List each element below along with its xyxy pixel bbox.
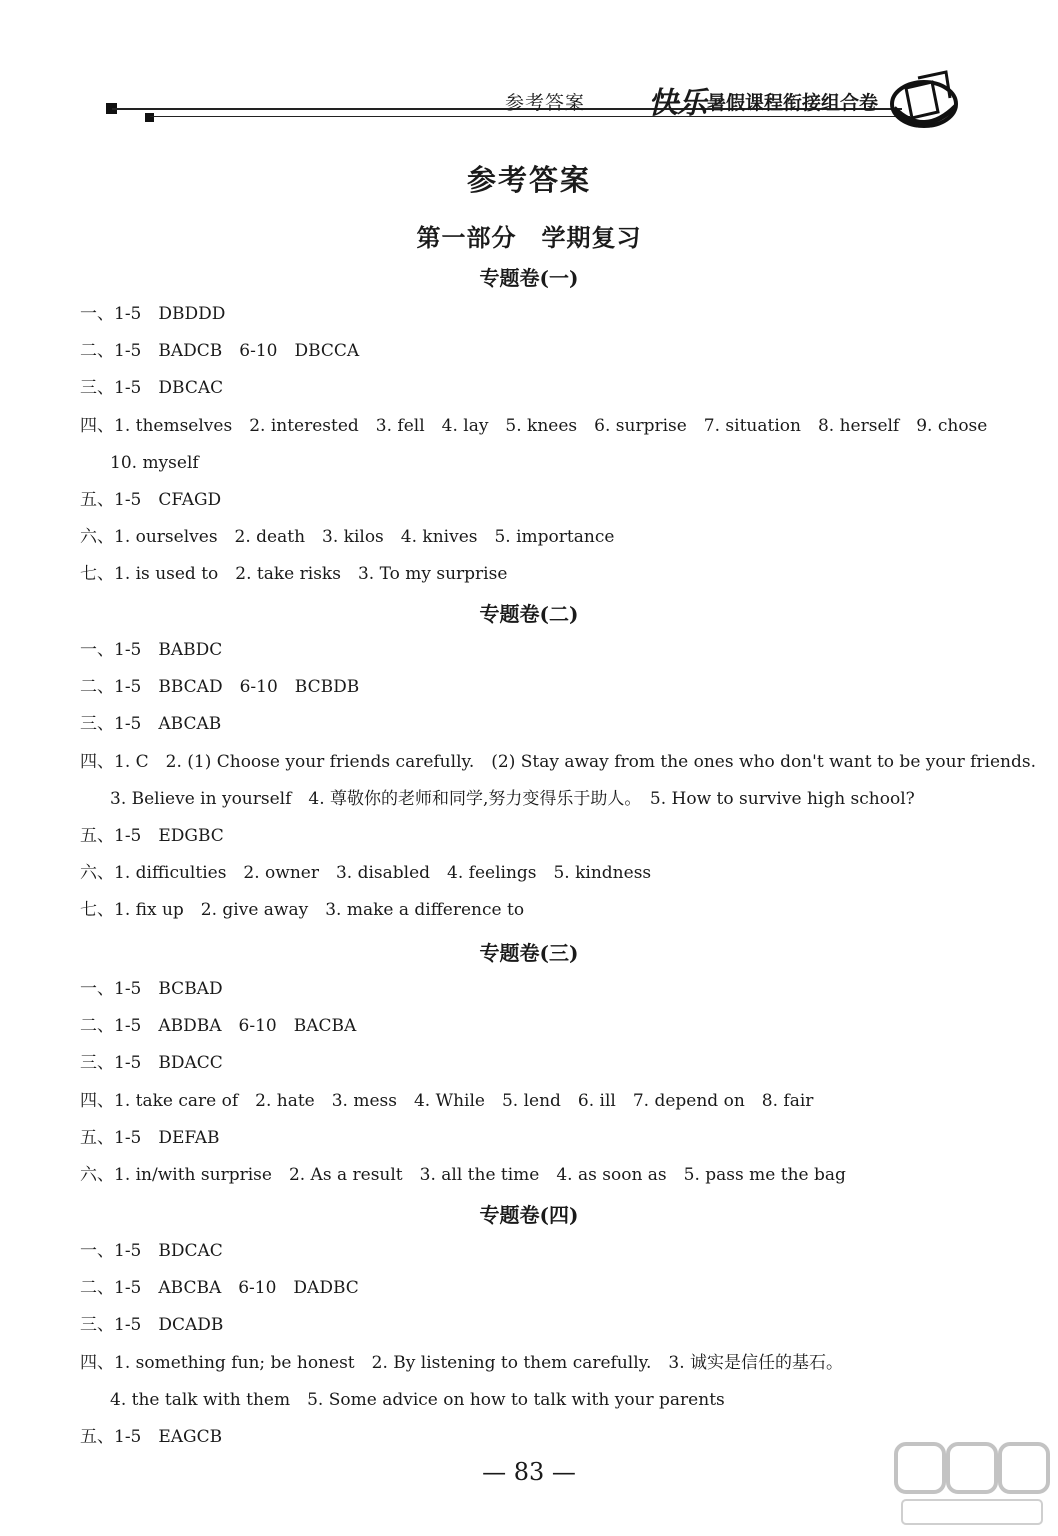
- answer-line: 四、1. themselves 2. interested 3. fell 4. lay 5. knees 6. surprise 7. situation 8. herself 9. chose: [80, 416, 988, 436]
- section-title: 专题卷(三): [479, 941, 579, 965]
- answer-line: 五、1-5 CFAGD: [80, 490, 222, 510]
- header-brand: 快乐: [648, 86, 706, 121]
- answer-line: 五、1-5 EDGBC: [80, 826, 224, 846]
- answer-line: 四、1. something fun; be honest 2. By listening to them carefully. 3. 诚实是信任的基石。: [80, 1353, 844, 1373]
- header-square-mark: [145, 113, 154, 122]
- page-number: — 83 —: [482, 1458, 576, 1486]
- answer-line: 三、1-5 DBCAC: [80, 378, 224, 398]
- part-title: 第一部分 学期复习: [416, 223, 642, 252]
- answer-line: 三、1-5 BDACC: [80, 1053, 223, 1073]
- answer-line: 五、1-5 EAGCB: [80, 1427, 223, 1447]
- answer-line: 六、1. in/with surprise 2. As a result 3. all the time 4. as soon as 5. pass me the bag: [80, 1165, 846, 1185]
- answer-line: 一、1-5 BABDC: [80, 640, 223, 660]
- answer-line: 一、1-5 DBDDD: [80, 304, 226, 324]
- answer-line: 三、1-5 DCADB: [80, 1315, 224, 1335]
- section-title: 专题卷(一): [479, 266, 579, 290]
- header-book-title: 暑假课程衔接组合卷: [707, 92, 879, 114]
- section-title: 专题卷(二): [479, 602, 579, 626]
- answer-line: 四、1. C 2. (1) Choose your friends carefully. (2) Stay away from the ones who don't want to be your friends.: [80, 752, 1036, 772]
- answer-line: 七、1. fix up 2. give away 3. make a difference to: [80, 900, 525, 920]
- book-logo-icon: [888, 68, 960, 132]
- watermark-logo: [892, 1440, 1052, 1530]
- header-ref-label: 参考答案: [505, 92, 586, 114]
- answer-line: 六、1. difficulties 2. owner 3. disabled 4. feelings 5. kindness: [80, 863, 652, 883]
- section-title: 专题卷(四): [479, 1203, 579, 1227]
- header-rule: [150, 116, 910, 117]
- page-header: [0, 0, 1058, 140]
- answer-line: 二、1-5 ABCBA 6-10 DADBC: [80, 1278, 359, 1298]
- page-title: 参考答案: [466, 163, 591, 197]
- answer-line: 二、1-5 ABDBA 6-10 BACBA: [80, 1016, 357, 1036]
- answer-line: 10. myself: [110, 453, 199, 473]
- answer-line: 三、1-5 ABCAB: [80, 714, 222, 734]
- answer-line: 七、1. is used to 2. take risks 3. To my surprise: [80, 564, 508, 584]
- answer-line: 二、1-5 BADCB 6-10 DBCCA: [80, 341, 360, 361]
- answer-line: 二、1-5 BBCAD 6-10 BCBDB: [80, 677, 360, 697]
- answer-line: 一、1-5 BDCAC: [80, 1241, 223, 1261]
- answer-line: 4. the talk with them 5. Some advice on how to talk with your parents: [110, 1390, 725, 1410]
- answer-line: 六、1. ourselves 2. death 3. kilos 4. knives 5. importance: [80, 527, 615, 547]
- answer-line: 一、1-5 BCBAD: [80, 979, 223, 999]
- answer-line: 四、1. take care of 2. hate 3. mess 4. While 5. lend 6. ill 7. depend on 8. fair: [80, 1091, 814, 1111]
- answer-line: 3. Believe in yourself 4. 尊敬你的老师和同学,努力变得乐于助人。 5. How to survive high school?: [110, 789, 915, 809]
- answer-line: 五、1-5 DEFAB: [80, 1128, 220, 1148]
